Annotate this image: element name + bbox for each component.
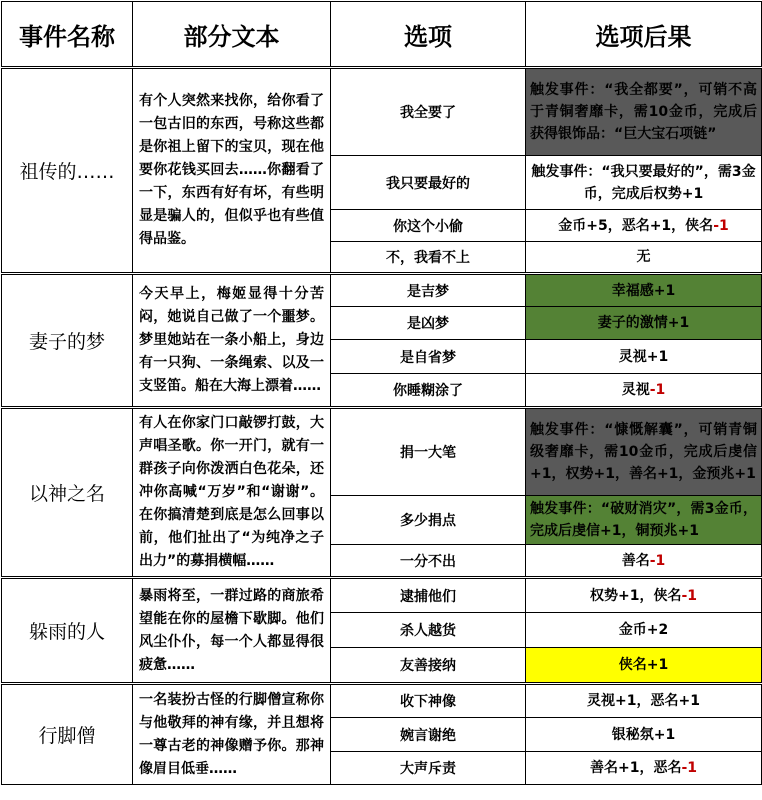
option-result [526,545,762,578]
option-label: 我全要了 [331,68,526,156]
option-label: 是吉梦 [331,274,526,307]
option-result [526,752,762,785]
option-label: 是凶梦 [331,307,526,340]
event-name: 行脚僧 [2,684,133,785]
event-name: 祖传的…… [2,68,133,274]
result-main: 金币+5，恶名+1，侠名 [558,217,714,234]
result-negative: -1 [649,552,666,569]
option-result [526,210,762,242]
option-label: 我只要最好的 [331,156,526,210]
table-row [2,408,762,496]
option-label: 收下神像 [331,684,526,718]
result-main: 善名 [621,552,650,569]
table-row [2,684,762,718]
table-row [2,578,762,613]
option-result: 触发事件：“破财消灾”，需3金币，完成后虔信+1，铜预兆+1 [526,496,762,545]
option-label: 大声斥责 [331,752,526,785]
option-result: 触发事件：“慷慨解囊”，可销青铜级奢靡卡，需10金币，完成后虔信+1，权势+1，善名+1，金预兆+1 [526,408,762,496]
option-label: 是自省梦 [331,340,526,374]
option-result [526,374,762,408]
option-result: 侠名+1 [526,648,762,684]
option-result: 触发事件：“我只要最好的”，需3金币，完成后权势+1 [526,156,762,210]
option-label: 友善接纳 [331,648,526,684]
event-name: 妻子的梦 [2,274,133,408]
header-consequences: 选项后果 [526,2,762,68]
event-name: 躲雨的人 [2,578,133,684]
option-result: 妻子的激情+1 [526,307,762,340]
event-text: 有个人突然来找你，给你看了一包古旧的东西，号称这些都是你祖上留下的宝贝，现在他要你花钱买回去……你翻看了一下，东西有好有坏，有些明显是骗人的，但似乎也有些值得品鉴。 [133,68,331,274]
result-main: 善名+1，恶名 [589,760,682,776]
option-result: 幸福感+1 [526,274,762,307]
option-label: 婉言谢绝 [331,718,526,752]
option-label: 你这个小偷 [331,210,526,242]
event-table [1,1,762,785]
event-text: 暴雨将至，一群过路的商旅希望能在你的屋檐下歇脚。他们风尘仆仆，每一个人都显得很疲惫…… [133,578,331,684]
result-negative: -1 [681,760,698,776]
option-result: 触发事件：“我全都要”，可销不高于青铜奢靡卡，需10金币，完成后获得银饰品：“巨大宝石项链” [526,68,762,156]
event-text: 有人在你家门口敲锣打鼓，大声唱圣歌。你一开门，就有一群孩子向你泼洒白色花朵，还冲你高喊“万岁”和“谢谢”。在你搞清楚到底是怎么回事以前，他们扯出了“为纯净之子出力”的募捐横幅…… [133,408,331,578]
event-name: 以神之名 [2,408,133,578]
event-text: 一名装扮古怪的行脚僧宣称你与他敬拜的神有缘，并且想将一尊古老的神像赠予你。那神像眉目低垂…… [133,684,331,785]
header-row [2,2,762,68]
option-label: 捐一大笔 [331,408,526,496]
result-main: 灵视 [621,382,650,398]
table-row [2,274,762,307]
result-negative: -1 [681,587,698,604]
header-event-name: 事件名称 [2,2,133,68]
result-main: 权势+1，侠名 [589,587,682,604]
header-options: 选项 [331,2,526,68]
option-label: 一分不出 [331,545,526,578]
option-label: 你睡糊涂了 [331,374,526,408]
option-result: 无 [526,242,762,274]
option-result [526,578,762,613]
header-partial-text: 部分文本 [133,2,331,68]
result-negative: -1 [649,382,666,398]
option-result: 银秘氛+1 [526,718,762,752]
option-result: 灵视+1 [526,340,762,374]
event-text: 今天早上，梅姬显得十分苦闷，她说自己做了一个噩梦。梦里她站在一条小船上，身边有一只狗、一条绳索、以及一支竖笛。船在大海上漂着…… [133,274,331,408]
option-label: 逮捕他们 [331,578,526,613]
table-row [2,68,762,156]
option-result: 灵视+1，恶名+1 [526,684,762,718]
option-label: 不，我看不上 [331,242,526,274]
result-negative: -1 [713,217,729,234]
option-label: 杀人越货 [331,613,526,648]
option-label: 多少捐点 [331,496,526,545]
option-result: 金币+2 [526,613,762,648]
